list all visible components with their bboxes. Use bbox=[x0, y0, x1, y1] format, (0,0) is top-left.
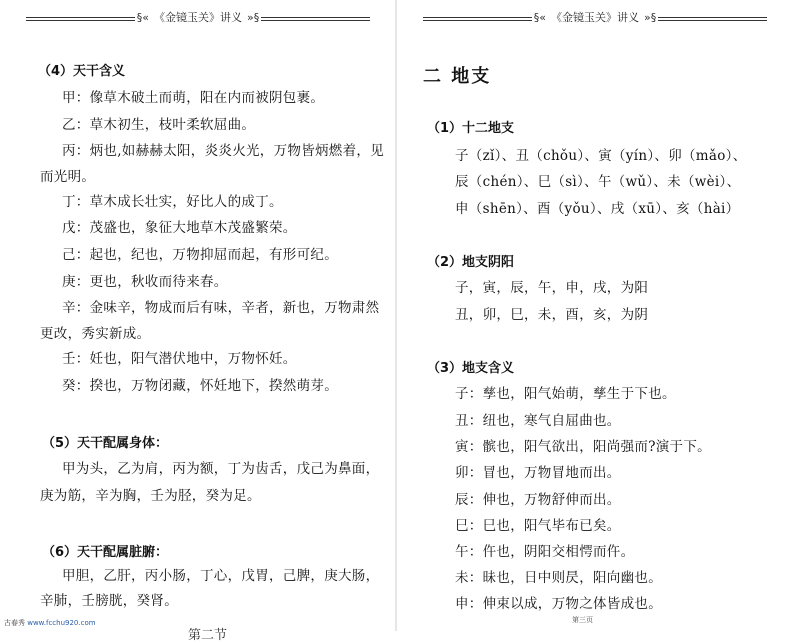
text-line: 子：孳也，阳气始萌，孳生于下也。 bbox=[455, 386, 676, 402]
right-page bbox=[397, 0, 793, 631]
header-ornament-right: »§ bbox=[247, 10, 260, 24]
text-line: 癸：揆也，万物闭藏，怀妊地下，揆然萌芽。 bbox=[62, 378, 338, 394]
text-line: 甲为头，乙为肩，丙为额，丁为齿舌，戊己为鼻面， bbox=[62, 461, 380, 477]
section-heading-tiangan-organs: （6）天干配属脏腑： bbox=[42, 545, 169, 560]
footer-watermark bbox=[4, 618, 96, 628]
section-heading-branch-yinyang: （2）地支阴阳 bbox=[427, 255, 515, 270]
text-line: 寅：髌也，阳气欲出，阳尚强而?演于下。 bbox=[455, 439, 711, 455]
header-rule-left bbox=[26, 17, 135, 18]
text-line: 午：仵也，阴阳交相愕而仵。 bbox=[455, 544, 635, 560]
text-line: 壬：妊也，阳气潜伏地中，万物怀妊。 bbox=[62, 351, 297, 367]
cutoff-heading: 第二节 bbox=[188, 628, 228, 643]
text-line: 戊：茂盛也，象征大地草木茂盛繁荣。 bbox=[62, 220, 297, 236]
text-line: 丙：炳也,如赫赫太阳，炎炎火光，万物皆炳燃着，见 bbox=[62, 143, 384, 159]
text-line: 申：伸束以成，万物之体皆成也。 bbox=[455, 596, 662, 612]
text-line: 辛：金味辛，物成而后有味，辛者，新也，万物肃然 bbox=[62, 300, 380, 316]
header-rule-right bbox=[658, 17, 767, 18]
text-line: 丑：纽也，寒气自屈曲也。 bbox=[455, 413, 621, 429]
chapter-title-dizhi: 二 地支 bbox=[423, 66, 492, 87]
text-line: 辛肺，壬膀胱，癸肾。 bbox=[40, 593, 178, 609]
left-page bbox=[0, 0, 396, 643]
header-title: 《金镜玉关》讲义 bbox=[551, 11, 639, 24]
text-line: 己：起也，纪也，万物抑屈而起，有形可纪。 bbox=[62, 247, 338, 263]
page-number: 第三页 bbox=[572, 616, 593, 624]
text-line: 丁：草木成长壮实，好比人的成丁。 bbox=[62, 194, 283, 210]
header-ornament-left: §« bbox=[136, 10, 149, 24]
header-title: 《金镜玉关》讲义 bbox=[154, 11, 242, 24]
text-line: 甲胆，乙肝，丙小肠，丁心，戊胃，己脾，庚大肠， bbox=[62, 568, 380, 584]
text-line: 庚为筋，辛为胸，壬为胫，癸为足。 bbox=[40, 488, 261, 504]
footer-site-name: 古春秀 bbox=[4, 619, 25, 627]
text-line: 甲：像草木破土而萌，阳在内而被阴包裹。 bbox=[62, 90, 325, 106]
right-page-header bbox=[423, 6, 767, 28]
header-rule-left bbox=[423, 17, 532, 18]
section-heading-tiangan-meaning: （4）天干含义 bbox=[38, 64, 126, 79]
left-page-header bbox=[26, 6, 370, 28]
text-line: 辰（chén）、巳（sì）、午（wǔ）、未（wèi）、 bbox=[455, 174, 741, 190]
text-line: 未：昧也，日中则昃，阳向幽也。 bbox=[455, 570, 662, 586]
text-line: 而光明。 bbox=[40, 169, 96, 185]
text-line: 卯：冒也，万物冒地而出。 bbox=[455, 465, 621, 481]
text-line: 子（zǐ）、丑（chǒu）、寅（yín）、卯（mǎo）、 bbox=[455, 148, 747, 164]
text-line: 庚：更也，秋收而待来春。 bbox=[62, 274, 228, 290]
text-line: 巳：巳也，阳气毕布已矣。 bbox=[455, 518, 621, 534]
header-ornament-right: »§ bbox=[644, 10, 657, 24]
header-rule-right bbox=[261, 17, 370, 18]
text-line: 子，寅，辰，午，申，戌，为阳 bbox=[455, 280, 649, 296]
text-line: 更改，秀实新成。 bbox=[40, 326, 151, 342]
header-ornament-left: §« bbox=[533, 10, 546, 24]
text-line: 辰：伸也，万物舒伸而出。 bbox=[455, 492, 621, 508]
text-line: 丑，卯，巳，未，酉，亥，为阴 bbox=[455, 307, 649, 323]
text-line: 申（shēn）、酉（yǒu）、戌（xū）、亥（hài） bbox=[455, 201, 740, 217]
text-line: 乙：草木初生，枝叶柔软屈曲。 bbox=[62, 117, 256, 133]
footer-url: www.fcchu920.com bbox=[27, 619, 96, 627]
section-heading-branch-meaning: （3）地支含义 bbox=[427, 361, 515, 376]
section-heading-tiangan-body: （5）天干配属身体： bbox=[42, 436, 169, 451]
section-heading-twelve-branches: （1）十二地支 bbox=[427, 121, 515, 136]
